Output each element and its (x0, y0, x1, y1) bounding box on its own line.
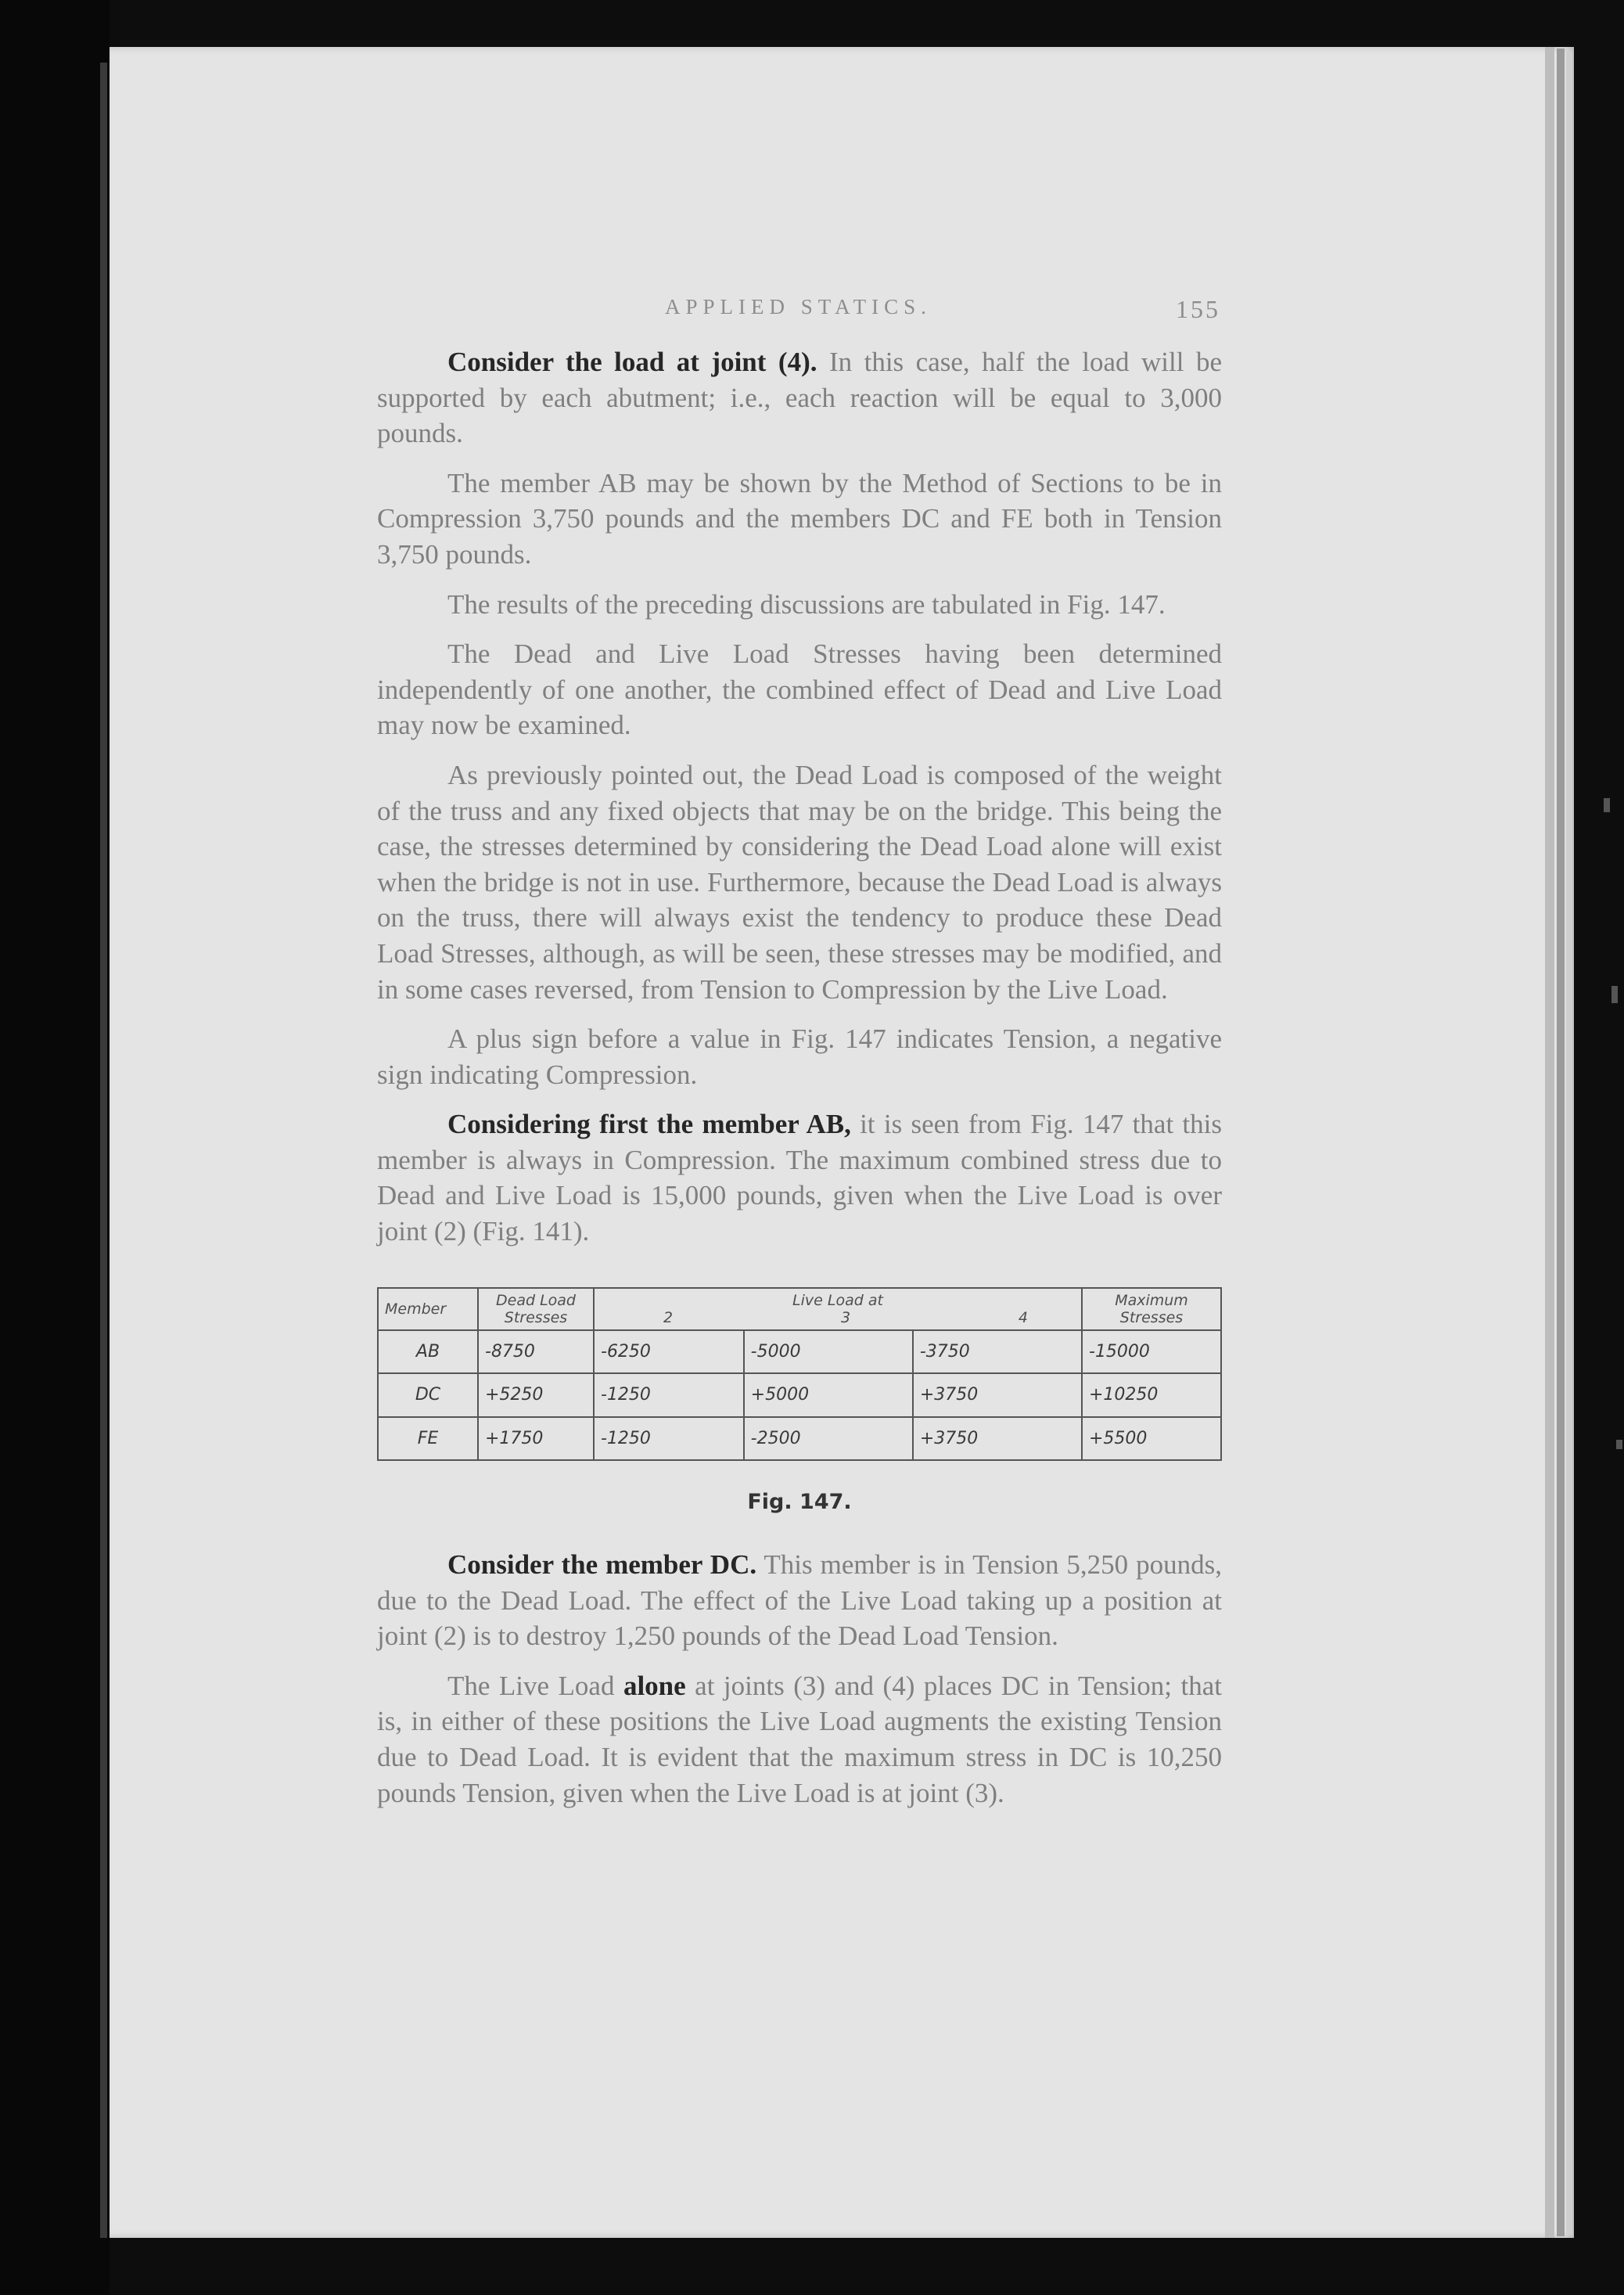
table-cell: -1250 (594, 1373, 744, 1417)
figure-caption: Fig. 147. (747, 1490, 852, 1515)
table-cell: +5000 (744, 1373, 913, 1417)
table-cell: FE (378, 1417, 478, 1461)
scan-speck (1616, 1440, 1622, 1449)
paragraph-text: In this case, half the load will be supported by each abutment; i.e., each reaction will be equal to 3,000 pounds. (377, 347, 1222, 449)
header-live-load (594, 1288, 1082, 1330)
paragraph-lead: Consider the load at joint (4). (447, 347, 817, 377)
header-live-col: 4 (1018, 1308, 1028, 1326)
paragraph-text: The results of the preceding discussions are tabulated in Fig. 147. (447, 588, 1166, 620)
page-number: 155 (1176, 295, 1220, 323)
table-cell: +1750 (478, 1417, 594, 1461)
paragraph (377, 1021, 1222, 1092)
page-edge (1557, 49, 1565, 2236)
table-cell: -15000 (1082, 1330, 1221, 1374)
paragraph (377, 1547, 1222, 1654)
table-cell: +10250 (1082, 1373, 1221, 1417)
table-cell: AB (378, 1330, 478, 1374)
stress-table-figure (377, 1287, 1222, 1462)
paragraph (377, 757, 1222, 1007)
running-head (375, 295, 1220, 326)
paragraph (377, 344, 1222, 451)
header-live-col: 2 (663, 1308, 674, 1326)
book-spine (100, 63, 107, 2238)
table-cell: DC (378, 1373, 478, 1417)
paragraph-text: As previously pointed out, the Dead Load is composed of the weight of the truss and any fixed objects that may be on the bridge. This being the case, the stresses determined by considering the Dead Load alone will exist when the bridge is not in use. Furthermore, because the Dead Load is always on the truss, there will always exist the tendency to produce these Dead Load Stresses, although, as will be seen, these stresses may be modified, and in some cases reversed, from Tension to Compression by the Live Load. (377, 759, 1222, 1005)
table-header-row (378, 1288, 1221, 1330)
paragraph-text: it is seen from Fig. 147 that this member is always in Compression. The maximum combined stress due to Dead and Live Load is 15,000 pounds, given when the Live Load is over joint (2) (Fig. 141). (377, 1109, 1222, 1247)
table-cell: -5000 (744, 1330, 913, 1374)
scan-background (0, 0, 110, 2295)
page-edge (1566, 52, 1572, 2235)
body-text (377, 344, 1222, 1825)
table-cell: -1250 (594, 1417, 744, 1461)
emphasis: alone (623, 1670, 686, 1701)
table-cell: -6250 (594, 1330, 744, 1374)
running-head-title: APPLIED STATICS. (665, 295, 932, 318)
table-cell: +5500 (1082, 1417, 1221, 1461)
stress-table (377, 1287, 1222, 1462)
header-live-load-label: Live Load at (792, 1291, 883, 1309)
table-cell: -2500 (744, 1417, 913, 1461)
paragraph-lead: Consider the member DC. (447, 1549, 757, 1581)
paragraph-text: The Dead and Live Load Stresses having been determined independently of one another, the combined effect of Dead and Live Load may now be examined. (377, 638, 1222, 741)
table-row (378, 1373, 1221, 1417)
header-live-load-columns (601, 1309, 1075, 1326)
page-edge (1545, 47, 1554, 2238)
table-row (378, 1417, 1221, 1461)
paragraph (377, 587, 1222, 623)
table-row (378, 1330, 1221, 1374)
paragraph-text: A plus sign before a value in Fig. 147 indicates Tension, a negative sign indicating Compression. (377, 1023, 1222, 1090)
paragraph-text: This member is in Tension 5,250 pounds, due to the Dead Load. The effect of the Live Load taking up a position at joint (2) is to destroy 1,250 pounds of the Dead Load Tension. (377, 1549, 1222, 1652)
paragraph-lead: Considering first the member AB, (447, 1109, 851, 1140)
table-cell: +5250 (478, 1373, 594, 1417)
paragraph (377, 1106, 1222, 1249)
header-member: Member (378, 1288, 478, 1330)
paragraph (377, 1668, 1222, 1811)
header-live-col: 3 (840, 1308, 851, 1326)
paragraph (377, 636, 1222, 743)
table-cell: +3750 (913, 1373, 1082, 1417)
paragraph (377, 466, 1222, 573)
header-maximum: Maximum Stresses (1082, 1288, 1221, 1330)
table-cell: +3750 (913, 1417, 1082, 1461)
paragraph-text: The member AB may be shown by the Method of Sections to be in Compression 3,750 pounds and the members DC and FE both in Tension 3,750 pounds. (377, 467, 1222, 570)
paragraph-text: The Live Load (447, 1670, 623, 1701)
scan-speck (1611, 986, 1618, 1003)
table-cell: -8750 (478, 1330, 594, 1374)
header-dead-load: Dead Load Stresses (478, 1288, 594, 1330)
table-cell: -3750 (913, 1330, 1082, 1374)
paragraph-text: at joints (3) and (4) places DC in Tension; that is, in either of these positions the Live Load augments the existing Tension due to Dead Load. It is evident that the maximum stress in DC is 10,250 pounds Tension, given when the Live Load is at joint (3). (377, 1670, 1223, 1808)
scan-speck (1604, 798, 1610, 812)
